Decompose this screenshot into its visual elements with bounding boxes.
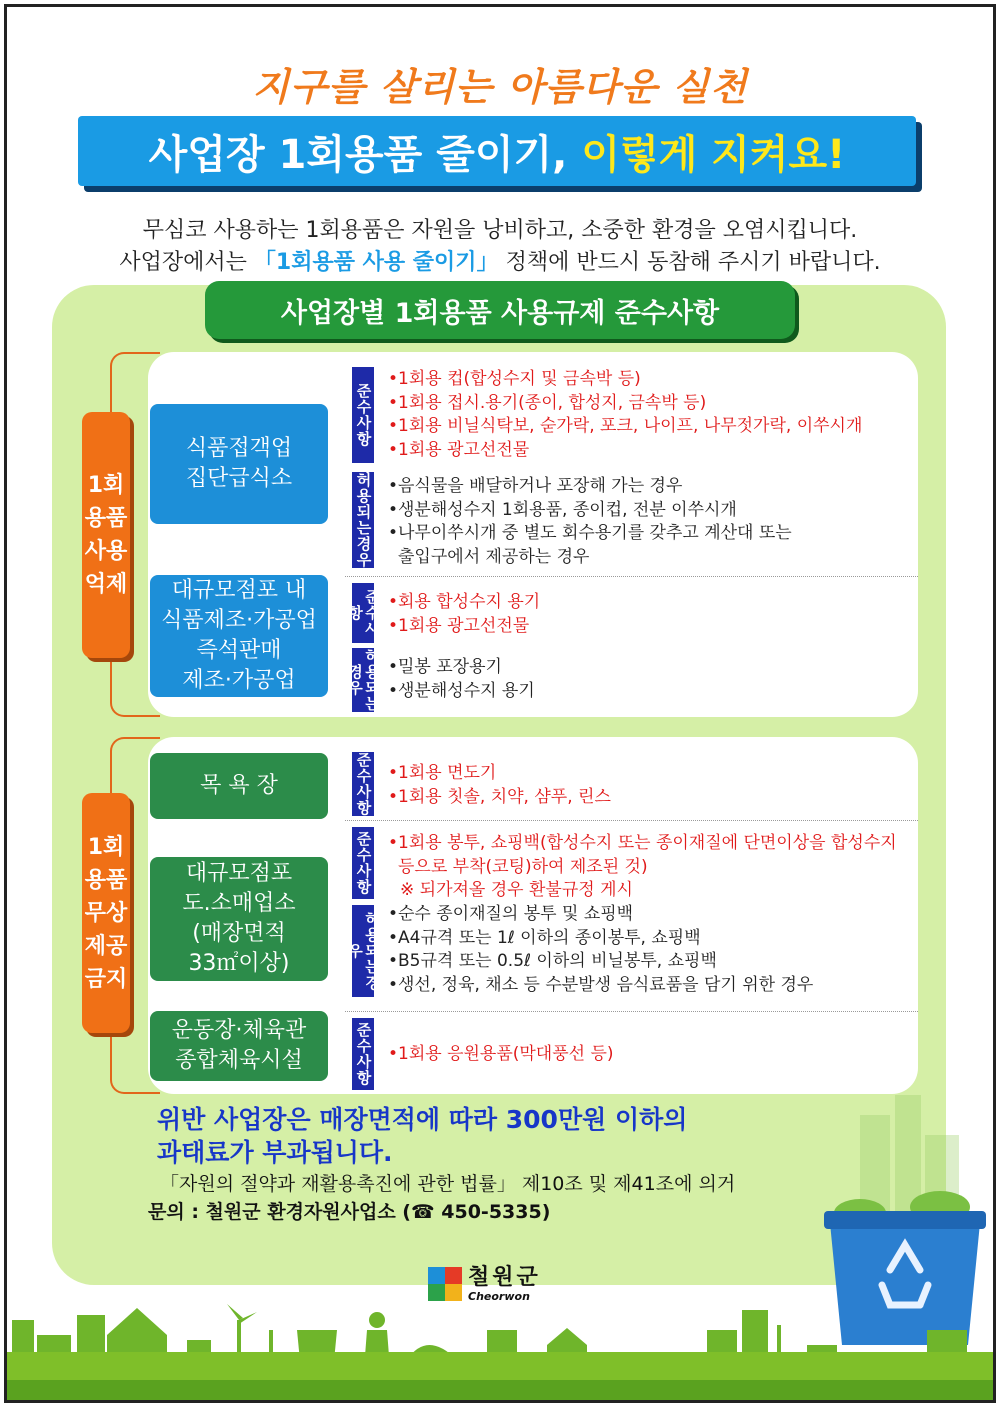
tag-comply [352,367,374,463]
biz-food-service-label: 식품접객업 집단급식소 [185,436,293,491]
penalty-warning: 위반 사업장은 매장면적에 따라 300만원 이하의 과태료가 부과됩니다. [157,1105,688,1167]
tag-comply [346,583,381,643]
title-main: 사업장 1회용품 줄이기, [148,131,568,178]
legal-basis: 「자원의 절약과 재활용촉진에 관한 법률」 제10조 및 제41조에 의거 [160,1173,736,1195]
tag-comply [352,827,374,899]
biz-sports-facility [150,1011,328,1081]
eco-town-silhouette [7,1290,993,1400]
biz2-comply-list [398,591,540,638]
intro-line-2 [0,245,1000,276]
list-item: • 1회용 광고선전물 [398,439,862,463]
biz-large-store-retail [150,857,328,981]
biz1-comply-list [398,368,862,462]
store-allowed-list [398,903,813,997]
biz-large-store-food [150,575,328,697]
title-highlight: 이렇게 지켜요! [581,131,846,178]
list-item: ※ 되가져올 경우 환불규정 게시 [400,880,633,900]
list-item: • 순수 종이재질의 봉투 및 쇼핑백 [398,903,813,927]
list-item: • 1회용 칫솔, 치약, 샴푸, 린스 [398,786,611,810]
group2-category [82,793,130,1033]
divider [345,1011,918,1012]
tag-allowed-label: 허용되는경우 [346,648,381,712]
tag-allowed-label: 허용되는경우 [354,472,373,568]
logo-name-kr: 철원군 [468,1264,541,1290]
contact-info: 문의 : 철원군 환경자원사업소 (☎ 450-5335) [148,1201,551,1223]
intro-line-2-highlight: 「1회용품 사용 줄이기」 [253,250,499,275]
tag-comply-label: 준수사항 [346,589,381,637]
tag-comply [352,752,374,816]
list-item: • 1회용 비닐식탁보, 숟가락, 포크, 나이프, 나무젓가락, 이쑤시개 [398,415,862,439]
bath-comply-list [398,762,611,809]
tag-comply-label: 준수사항 [354,752,373,816]
title-banner [78,116,916,186]
list-item: • A4규격 또는 1ℓ 이하의 종이봉투, 쇼핑백 [398,927,813,951]
biz-bathhouse [150,753,328,819]
biz1-allowed-list [398,475,792,569]
tag-allowed-label: 허용되는경우 [346,911,381,991]
biz2-allowed-list [398,656,535,703]
intro-line-2-suffix: 정책에 반드시 동참해 주시기 바랍니다. [505,250,881,275]
tag-allowed [352,472,374,568]
tag-allowed [346,648,381,712]
list-item: • 생분해성수지 1회용품, 종이컵, 전분 이쑤시개 [398,499,792,523]
list-item: • 1회용 면도기 [398,762,611,786]
divider [345,820,918,821]
list-item: • 나무이쑤시개 중 별도 회수용기를 갖추고 계산대 또는 [398,522,792,546]
biz-large-store-food-label: 대규모점포 내 식품제조·가공업 즉석판매 제조·가공업 [161,578,317,693]
intro-line-2-prefix: 사업장에서는 [119,250,247,275]
group1-category [82,412,130,658]
divider [345,576,918,577]
list-item: • 1회용 응원용품(막대풍선 등) [398,1043,614,1067]
list-item: • 생선, 정육, 채소 등 수분발생 음식료품을 담기 위한 경우 [398,974,813,998]
list-item: • 1회용 광고선전물 [398,615,540,639]
list-item: • 생분해성수지 용기 [398,680,535,704]
list-item: • B5규격 또는 0.5ℓ 이하의 비닐봉투, 쇼핑백 [398,950,813,974]
list-item: • 1회용 봉투, 쇼핑백(합성수지 또는 종이재질에 단면이상을 합성수지 [398,832,897,856]
tag-allowed [346,905,381,997]
biz-bathhouse-label: 목 욕 장 [200,773,278,798]
section-title: 사업장별 1회용품 사용규제 준수사항 [205,281,795,339]
biz-sports-facility-label: 운동장·체육관 종합체육시설 [171,1018,307,1073]
list-item: • 음식물을 배달하거나 포장해 가는 경우 [398,475,792,499]
list-item: 등으로 부착(코팅)하여 제조된 것) [398,856,648,877]
tag-comply-label: 준수사항 [354,831,373,895]
list-item: • 회용 합성수지 용기 [398,591,540,615]
list-item: • 1회용 컵(합성수지 및 금속박 등) [398,368,862,392]
logo-name-en: Cheorwon [468,1289,530,1303]
list-item: • 1회용 접시.용기(종이, 합성지, 금속박 등) [398,392,862,416]
biz-large-store-retail-label: 대규모점포 도.소매업소 (매장면적 33㎡이상) [182,861,296,976]
tag-comply-label: 준수사항 [354,1022,373,1086]
sports-comply-list [398,1043,614,1067]
biz-food-service [150,404,328,524]
list-item: • 밀봉 포장용기 [398,656,535,680]
store-comply-list [398,832,897,903]
intro-line-1: 무심코 사용하는 1회용품은 자원을 낭비하고, 소중한 환경을 오염시킵니다. [142,218,858,243]
group2-category-label: 1회 용품 무상 제공 금지 [84,834,128,992]
tag-comply-label: 준수사항 [354,383,373,447]
list-item: 출입구에서 제공하는 경우 [398,546,590,567]
slogan: 지구를 살리는 아름다운 실천 [252,65,748,109]
group1-category-label: 1회 용품 사용 억제 [84,473,128,597]
tag-comply [352,1018,374,1090]
